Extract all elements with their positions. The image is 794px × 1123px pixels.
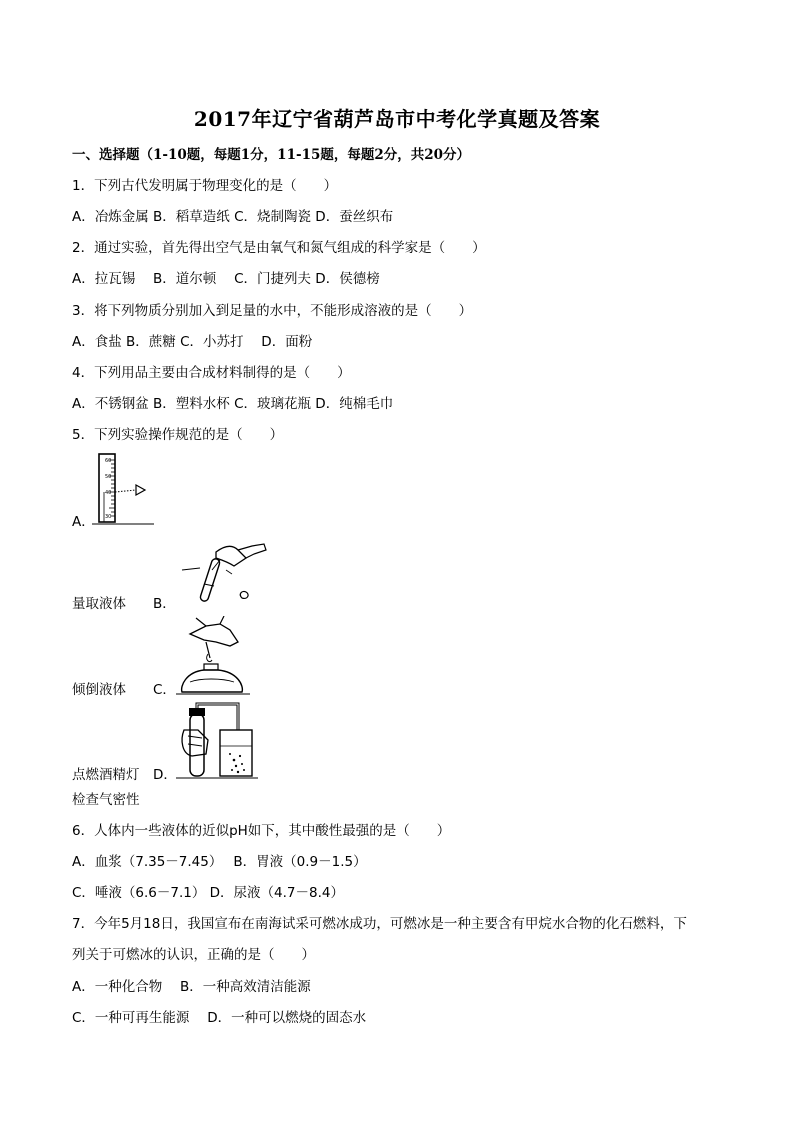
cylinder-mark-30: 30: [105, 514, 112, 520]
cylinder-mark-40: 40: [105, 490, 112, 496]
pouring-liquid-figure: [176, 540, 272, 610]
q3-stem: 3．将下列物质分别加入到足量的水中，不能形成溶液的是（ ）: [72, 303, 473, 319]
cylinder-mark-50: 50: [105, 474, 112, 480]
q7-options-line2: C．一种可再生能源 D．一种可以燃烧的固态水: [72, 1010, 367, 1026]
cylinder-mark-60: 60: [105, 458, 112, 464]
q5-option-d-label: 点燃酒精灯 D．: [72, 767, 177, 783]
airtightness-check-figure: [176, 700, 258, 782]
q4-stem: 4．下列用品主要由合成材料制得的是（ ）: [72, 365, 351, 381]
q4-options: A．不锈钢盆 B．塑料水杯 C．玻璃花瓶 D．纯棉毛巾: [72, 396, 394, 412]
graduated-cylinder-figure: [92, 452, 156, 528]
q7-stem-line1: 7．今年5月18日，我国宣布在南海试采可燃冰成功，可燃冰是一种主要含有甲烷水合物的化石燃料，下: [72, 916, 687, 932]
page-title: 2017年辽宁省葫芦岛市中考化学真题及答案: [193, 107, 601, 131]
q2-options: A．拉瓦锡 B．道尔顿 C．门捷列夫 D．侯德榜: [72, 271, 380, 287]
q5-option-c-label: 倾倒液体 C．: [72, 682, 176, 698]
q5-stem: 5．下列实验操作规范的是（ ）: [72, 427, 284, 443]
q1-stem: 1．下列古代发明属于物理变化的是（ ）: [72, 178, 338, 194]
section-heading: 一、选择题（1-10题，每题1分，11-15题，每题2分，共20分）: [72, 147, 471, 163]
q7-stem-line2: 列关于可燃冰的认识，正确的是（ ）: [72, 947, 315, 963]
q1-options: A．冶炼金属 B．稻草造纸 C．烧制陶瓷 D．蚕丝织布: [72, 209, 394, 225]
q3-options: A．食盐 B．蔗糖 C．小苏打 D．面粉: [72, 334, 313, 350]
q6-stem: 6．人体内一些液体的近似pH如下，其中酸性最强的是（ ）: [72, 823, 451, 839]
q5-option-a-label: A．: [72, 514, 95, 530]
alcohol-lamp-figure: [176, 616, 250, 696]
q5-option-d-caption: 检查气密性: [72, 792, 140, 808]
q7-options-line1: A．一种化合物 B．一种高效清洁能源: [72, 979, 311, 995]
q6-options-line1: A．血浆（7.35－7.45） B．胃液（0.9－1.5）: [72, 854, 367, 870]
q2-stem: 2．通过实验，首先得出空气是由氧气和氮气组成的科学家是（ ）: [72, 240, 486, 256]
q5-option-b-label: 量取液体 B．: [72, 596, 176, 612]
q6-options-line2: C．唾液（6.6－7.1） D．尿液（4.7－8.4）: [72, 885, 344, 901]
